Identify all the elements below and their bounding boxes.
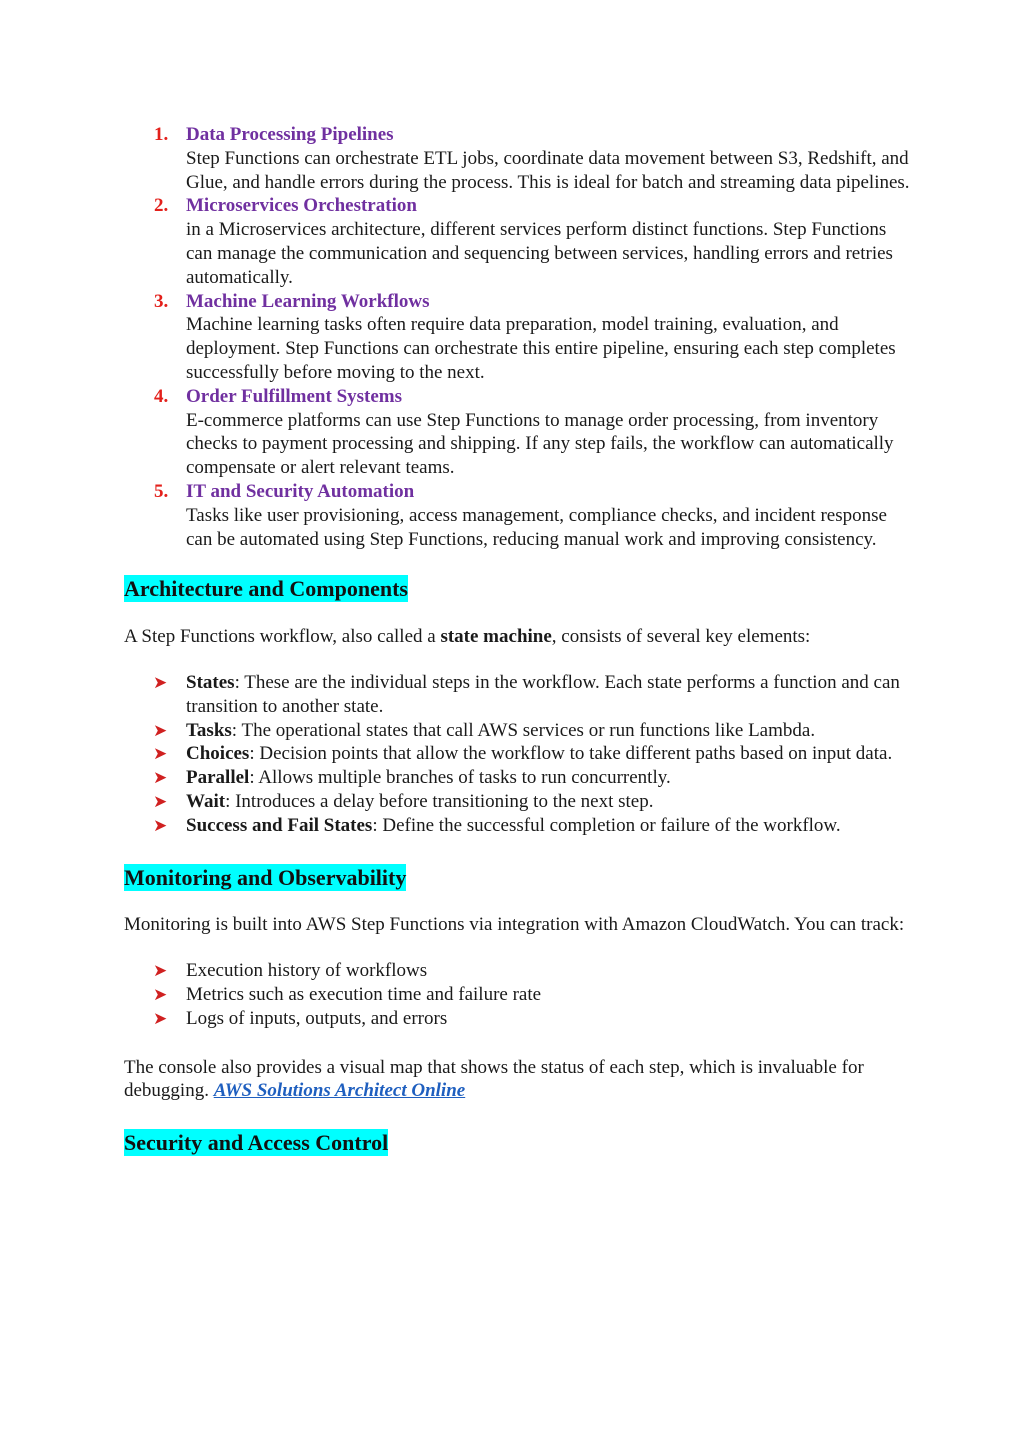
document-content — [124, 123, 914, 1157]
list-item — [124, 385, 914, 480]
closing-text: The console also provides a visual map that shows the status of each step, which is invaluable for debugging. — [124, 1056, 864, 1102]
intro-text-after: , consists of several key elements: — [551, 626, 811, 648]
item-number: 3. — [154, 290, 169, 312]
item-title: Data Processing Pipelines — [186, 124, 394, 145]
arrow-bullet-icon: ➤ — [153, 984, 168, 1004]
architecture-heading: Architecture and Components — [124, 576, 408, 602]
element-text: : These are the individual steps in the workflow. Each state performs a function and can transition to another state. — [186, 671, 900, 717]
intro-bold-term: state machine — [440, 626, 552, 648]
list-item — [124, 766, 914, 790]
item-description: in a Microservices architecture, different services perform distinct functions. Step Functions can manage the communication and sequencing between services, handling errors and retries automatically. — [186, 219, 893, 288]
monitoring-heading: Monitoring and Observability — [124, 864, 407, 890]
element-text: : Introduces a delay before transitioning to the next step. — [225, 790, 654, 812]
item-number: 4. — [154, 385, 169, 407]
arrow-bullet-icon: ➤ — [153, 1008, 168, 1028]
arrow-bullet-icon: ➤ — [153, 815, 168, 835]
list-item — [124, 959, 914, 983]
aws-solutions-architect-link[interactable]: AWS Solutions Architect Online — [213, 1080, 466, 1102]
item-number: 2. — [154, 195, 169, 217]
item-title: Microservices Orchestration — [186, 195, 417, 217]
item-number: 1. — [154, 124, 169, 145]
item-description: E-commerce platforms can use Step Functions to manage order processing, from inventory checks to payment processing and shipping. If any step fails, the workflow can automatically compensate or alert relevant teams. — [186, 409, 894, 479]
arrow-bullet-icon: ➤ — [153, 744, 168, 764]
element-text: : Decision points that allow the workflow to take different paths based on input data. — [249, 743, 893, 765]
intro-text-before: A Step Functions workflow, also called a — [124, 626, 441, 648]
security-section-heading — [124, 1129, 914, 1157]
architecture-elements-list — [124, 671, 914, 838]
monitoring-section-heading — [124, 864, 914, 892]
list-item — [124, 814, 914, 838]
list-item — [124, 790, 914, 814]
element-text: : Define the successful completion or failure of the workflow. — [372, 814, 841, 836]
arrow-bullet-icon: ➤ — [153, 768, 168, 788]
list-item — [124, 1007, 914, 1031]
element-text: : Allows multiple branches of tasks to run concurrently. — [249, 767, 671, 789]
architecture-section-heading — [124, 575, 914, 603]
list-item — [124, 719, 914, 743]
element-term: Parallel — [186, 767, 250, 789]
arrow-bullet-icon: ➤ — [153, 791, 168, 811]
element-term: Tasks — [186, 719, 232, 741]
element-term: Choices — [186, 743, 250, 765]
list-item — [124, 480, 914, 551]
item-title: Machine Learning Workflows — [186, 290, 430, 312]
item-number: 5. — [154, 480, 169, 502]
security-heading: Security and Access Control — [124, 1130, 389, 1156]
monitoring-item-text: Execution history of workflows — [186, 960, 428, 982]
item-description: Step Functions can orchestrate ETL jobs, coordinate data movement between S3, Redshift, and Glue, and handle errors during the process. This is ideal for batch and streaming data pipelines. — [186, 147, 910, 193]
element-term: Success and Fail States — [186, 814, 373, 836]
arrow-bullet-icon: ➤ — [153, 720, 168, 740]
use-cases-list — [124, 123, 914, 551]
list-item — [124, 290, 914, 385]
element-term: Wait — [186, 790, 226, 812]
list-item — [124, 194, 914, 289]
arrow-bullet-icon: ➤ — [153, 672, 168, 692]
list-item — [124, 123, 914, 194]
item-title: Order Fulfillment Systems — [186, 385, 403, 407]
item-description: Machine learning tasks often require data preparation, model training, evaluation, and deployment. Step Functions can orchestrate this entire pipeline, ensuring each step completes successfully before moving to the next. — [186, 314, 896, 383]
element-term: States — [186, 671, 235, 693]
item-title: IT and Security Automation — [186, 480, 415, 502]
monitoring-intro: Monitoring is built into AWS Step Functions via integration with Amazon CloudWatch. You can track: — [124, 914, 905, 936]
arrow-bullet-icon: ➤ — [153, 961, 168, 981]
architecture-intro — [124, 625, 914, 649]
list-item — [124, 742, 914, 766]
monitoring-item-text: Logs of inputs, outputs, and errors — [186, 1007, 448, 1029]
element-text: : The operational states that call AWS services or run functions like Lambda. — [231, 719, 816, 741]
item-description: Tasks like user provisioning, access management, compliance checks, and incident response can be automated using Step Functions, reducing manual work and improving consistency. — [186, 504, 887, 550]
list-item — [124, 671, 914, 719]
monitoring-closing — [124, 1056, 914, 1104]
list-item — [124, 983, 914, 1007]
monitoring-list — [124, 959, 914, 1030]
monitoring-item-text: Metrics such as execution time and failure rate — [186, 983, 542, 1005]
